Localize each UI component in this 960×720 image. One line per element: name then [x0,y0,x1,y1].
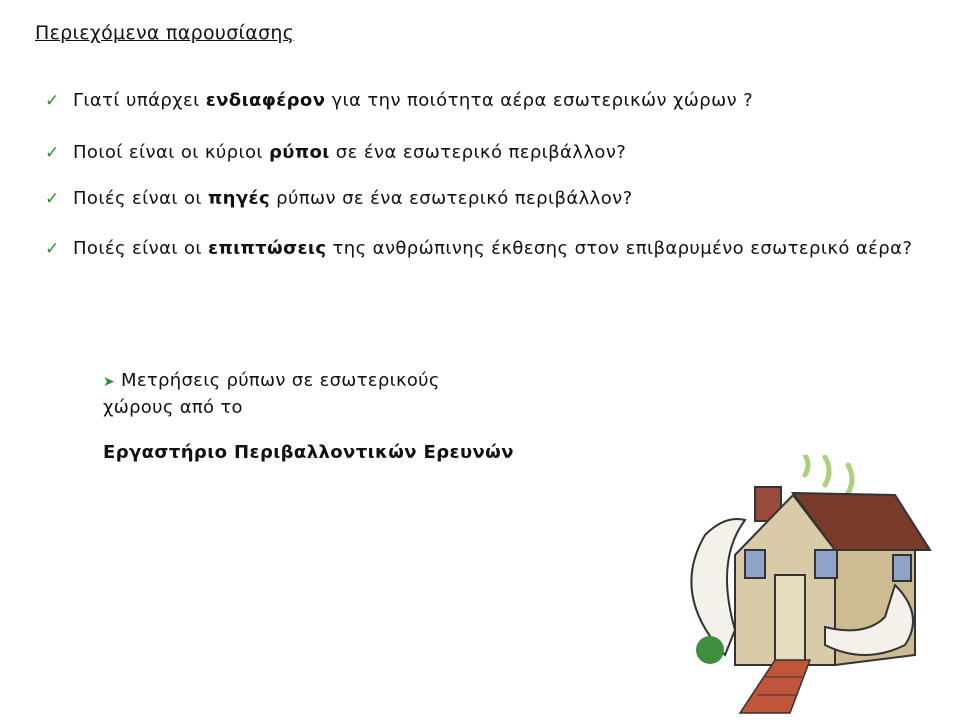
bullet-item [45,238,912,259]
bullet-keyword: επιπτώσεις [208,238,327,259]
check-icon: ✓ [45,188,60,209]
check-icon: ✓ [45,90,60,111]
bullet-text: Ποιές είναι οι επιπτώσεις της ανθρώπινης έκθεσης στον επιβαρυμένο εσωτερικό αέρα? [73,238,913,259]
bullet-text: Ποιοί είναι οι κύριοι ρύποι σε ένα εσωτερικό περιβάλλον? [73,142,627,163]
bullet-item [45,188,633,209]
check-icon: ✓ [45,142,60,163]
arrow-icon: ➤ [103,374,116,390]
bullet-text: Γιατί υπάρχει ενδιαφέρον για την ποιότητα αέρα εσωτερικών χώρων ? [73,90,754,111]
subsection-line1: Μετρήσεις ρύπων σε εσωτερικούς [121,370,440,391]
bullet-keyword: πηγές [208,188,271,209]
lab-name: Εργαστήριο Περιβαλλοντικών Ερευνών [103,442,514,463]
bullet-text: Ποιές είναι οι πηγές ρύπων σε ένα εσωτερικό περιβάλλον? [73,188,633,209]
subsection-line2: χώρους από το [103,397,243,418]
check-icon: ✓ [45,238,60,259]
bullet-item [45,90,753,111]
subsection [103,368,440,421]
page-title: Περιεχόμενα παρουσίασης [35,22,295,44]
bullet-keyword: ρύποι [269,142,330,163]
bullet-keyword: ενδιαφέρον [205,90,326,111]
bullet-item [45,142,626,163]
house-hug-illustration [665,455,945,715]
